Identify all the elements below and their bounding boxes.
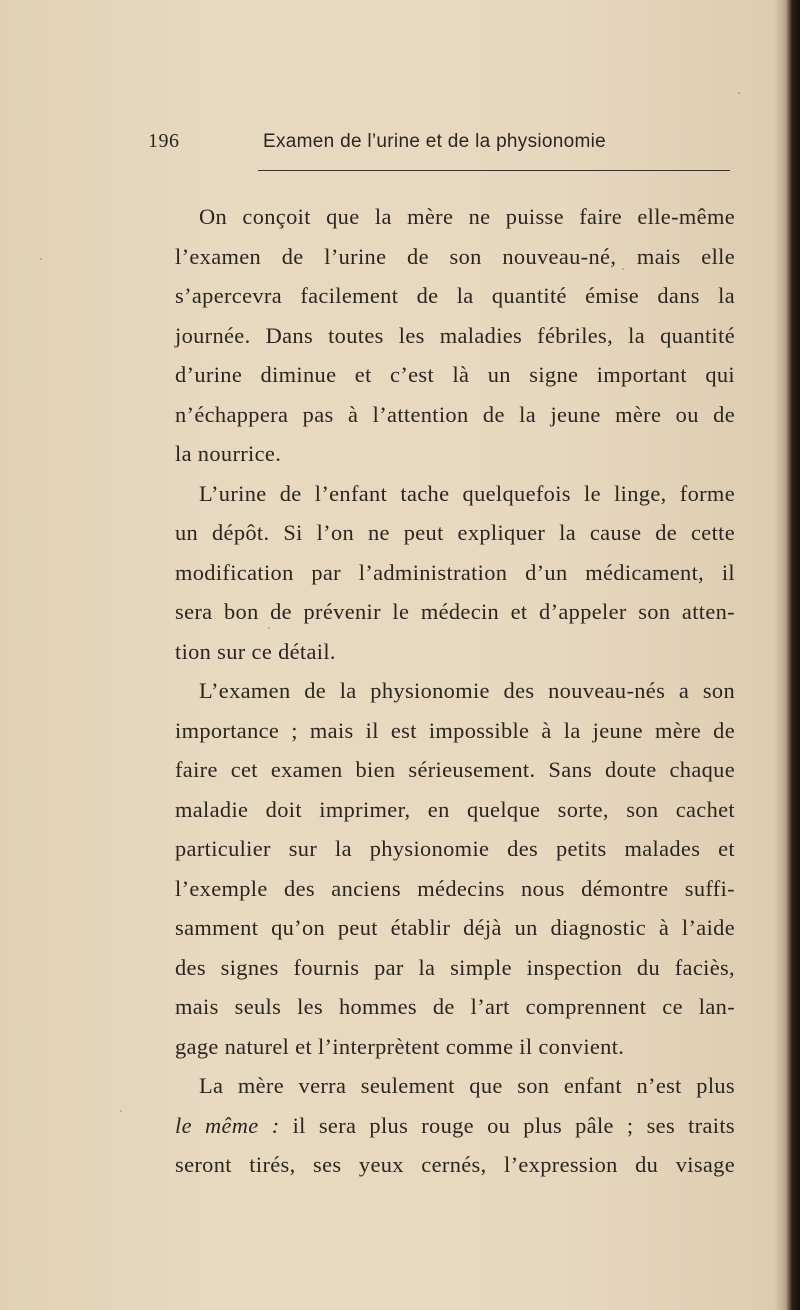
text-line: sera bon de prévenir le médecin et d’appeler son atten- — [175, 599, 735, 624]
text-line: d’urine diminue et c’est là un signe important qui — [175, 362, 735, 387]
text-line: La mère verra seulement que son enfant n’est plus — [199, 1073, 735, 1098]
book-spine-shadow — [774, 0, 800, 1310]
paper-speck — [622, 268, 624, 270]
running-head — [148, 128, 733, 158]
text-line: maladie doit imprimer, en quelque sorte, son cachet — [175, 796, 735, 822]
paragraph-1 — [147, 197, 735, 474]
text-line: n’échappera pas à l’attention de la jeune mère ou de — [175, 401, 735, 427]
paragraph-4 — [147, 1066, 735, 1185]
text-line: l’examen de l’urine de son nouveau-né, mais elle — [175, 243, 735, 269]
running-title: Examen de l’urine et de la physionomie — [263, 131, 607, 152]
page-number: 196 — [148, 130, 180, 152]
text-line: L’examen de la physionomie des nouveau-nés a son — [199, 678, 735, 703]
italic-phrase: le même : — [175, 1112, 280, 1138]
text-line: modification par l’administration d’un médicament, il — [175, 559, 735, 585]
text-line: mais seuls les hommes de l’art comprennent ce lan- — [175, 994, 735, 1019]
paper-speck — [268, 627, 270, 629]
text-line: un dépôt. Si l’on ne peut expliquer la cause de cette — [175, 520, 735, 545]
text-line: l’exemple des anciens médecins nous démontre suffi- — [175, 875, 735, 901]
paper-speck — [738, 92, 740, 94]
text-line: importance ; mais il est impossible à la jeune mère de — [175, 717, 735, 743]
text-line: samment qu’on peut établir déjà un diagnostic à l’aide — [175, 915, 735, 940]
text-line-mixed — [147, 1106, 735, 1146]
text-line: la nourrice. — [175, 441, 282, 466]
paragraph-3 — [147, 671, 735, 1066]
text-line: On conçoit que la mère ne puisse faire elle-même — [199, 204, 735, 229]
text-line: journée. Dans toutes les maladies fébriles, la quantité — [175, 322, 735, 348]
paragraph-2 — [147, 474, 735, 672]
text-line: s’apercevra facilement de la quantité émise dans la — [175, 283, 735, 308]
text-line: seront tirés, ses yeux cernés, l’expression du visage — [175, 1152, 735, 1177]
paper-speck — [120, 1110, 122, 1112]
text-line: des signes fournis par la simple inspection du faciès, — [175, 954, 735, 980]
text-line: tion sur ce détail. — [175, 638, 336, 664]
text-line: faire cet examen bien sérieusement. Sans doute chaque — [175, 757, 735, 782]
text-run: il sera plus rouge ou plus pâle ; ses traits — [279, 1112, 735, 1138]
text-line: particulier sur la physionomie des petits malades et — [175, 836, 735, 861]
text-line: gage naturel et l’interprètent comme il convient. — [175, 1033, 625, 1059]
text-line: L’urine de l’enfant tache quelquefois le linge, forme — [199, 480, 735, 506]
body-text — [147, 197, 735, 1185]
paper-speck — [40, 258, 42, 260]
header-rule — [258, 170, 730, 171]
